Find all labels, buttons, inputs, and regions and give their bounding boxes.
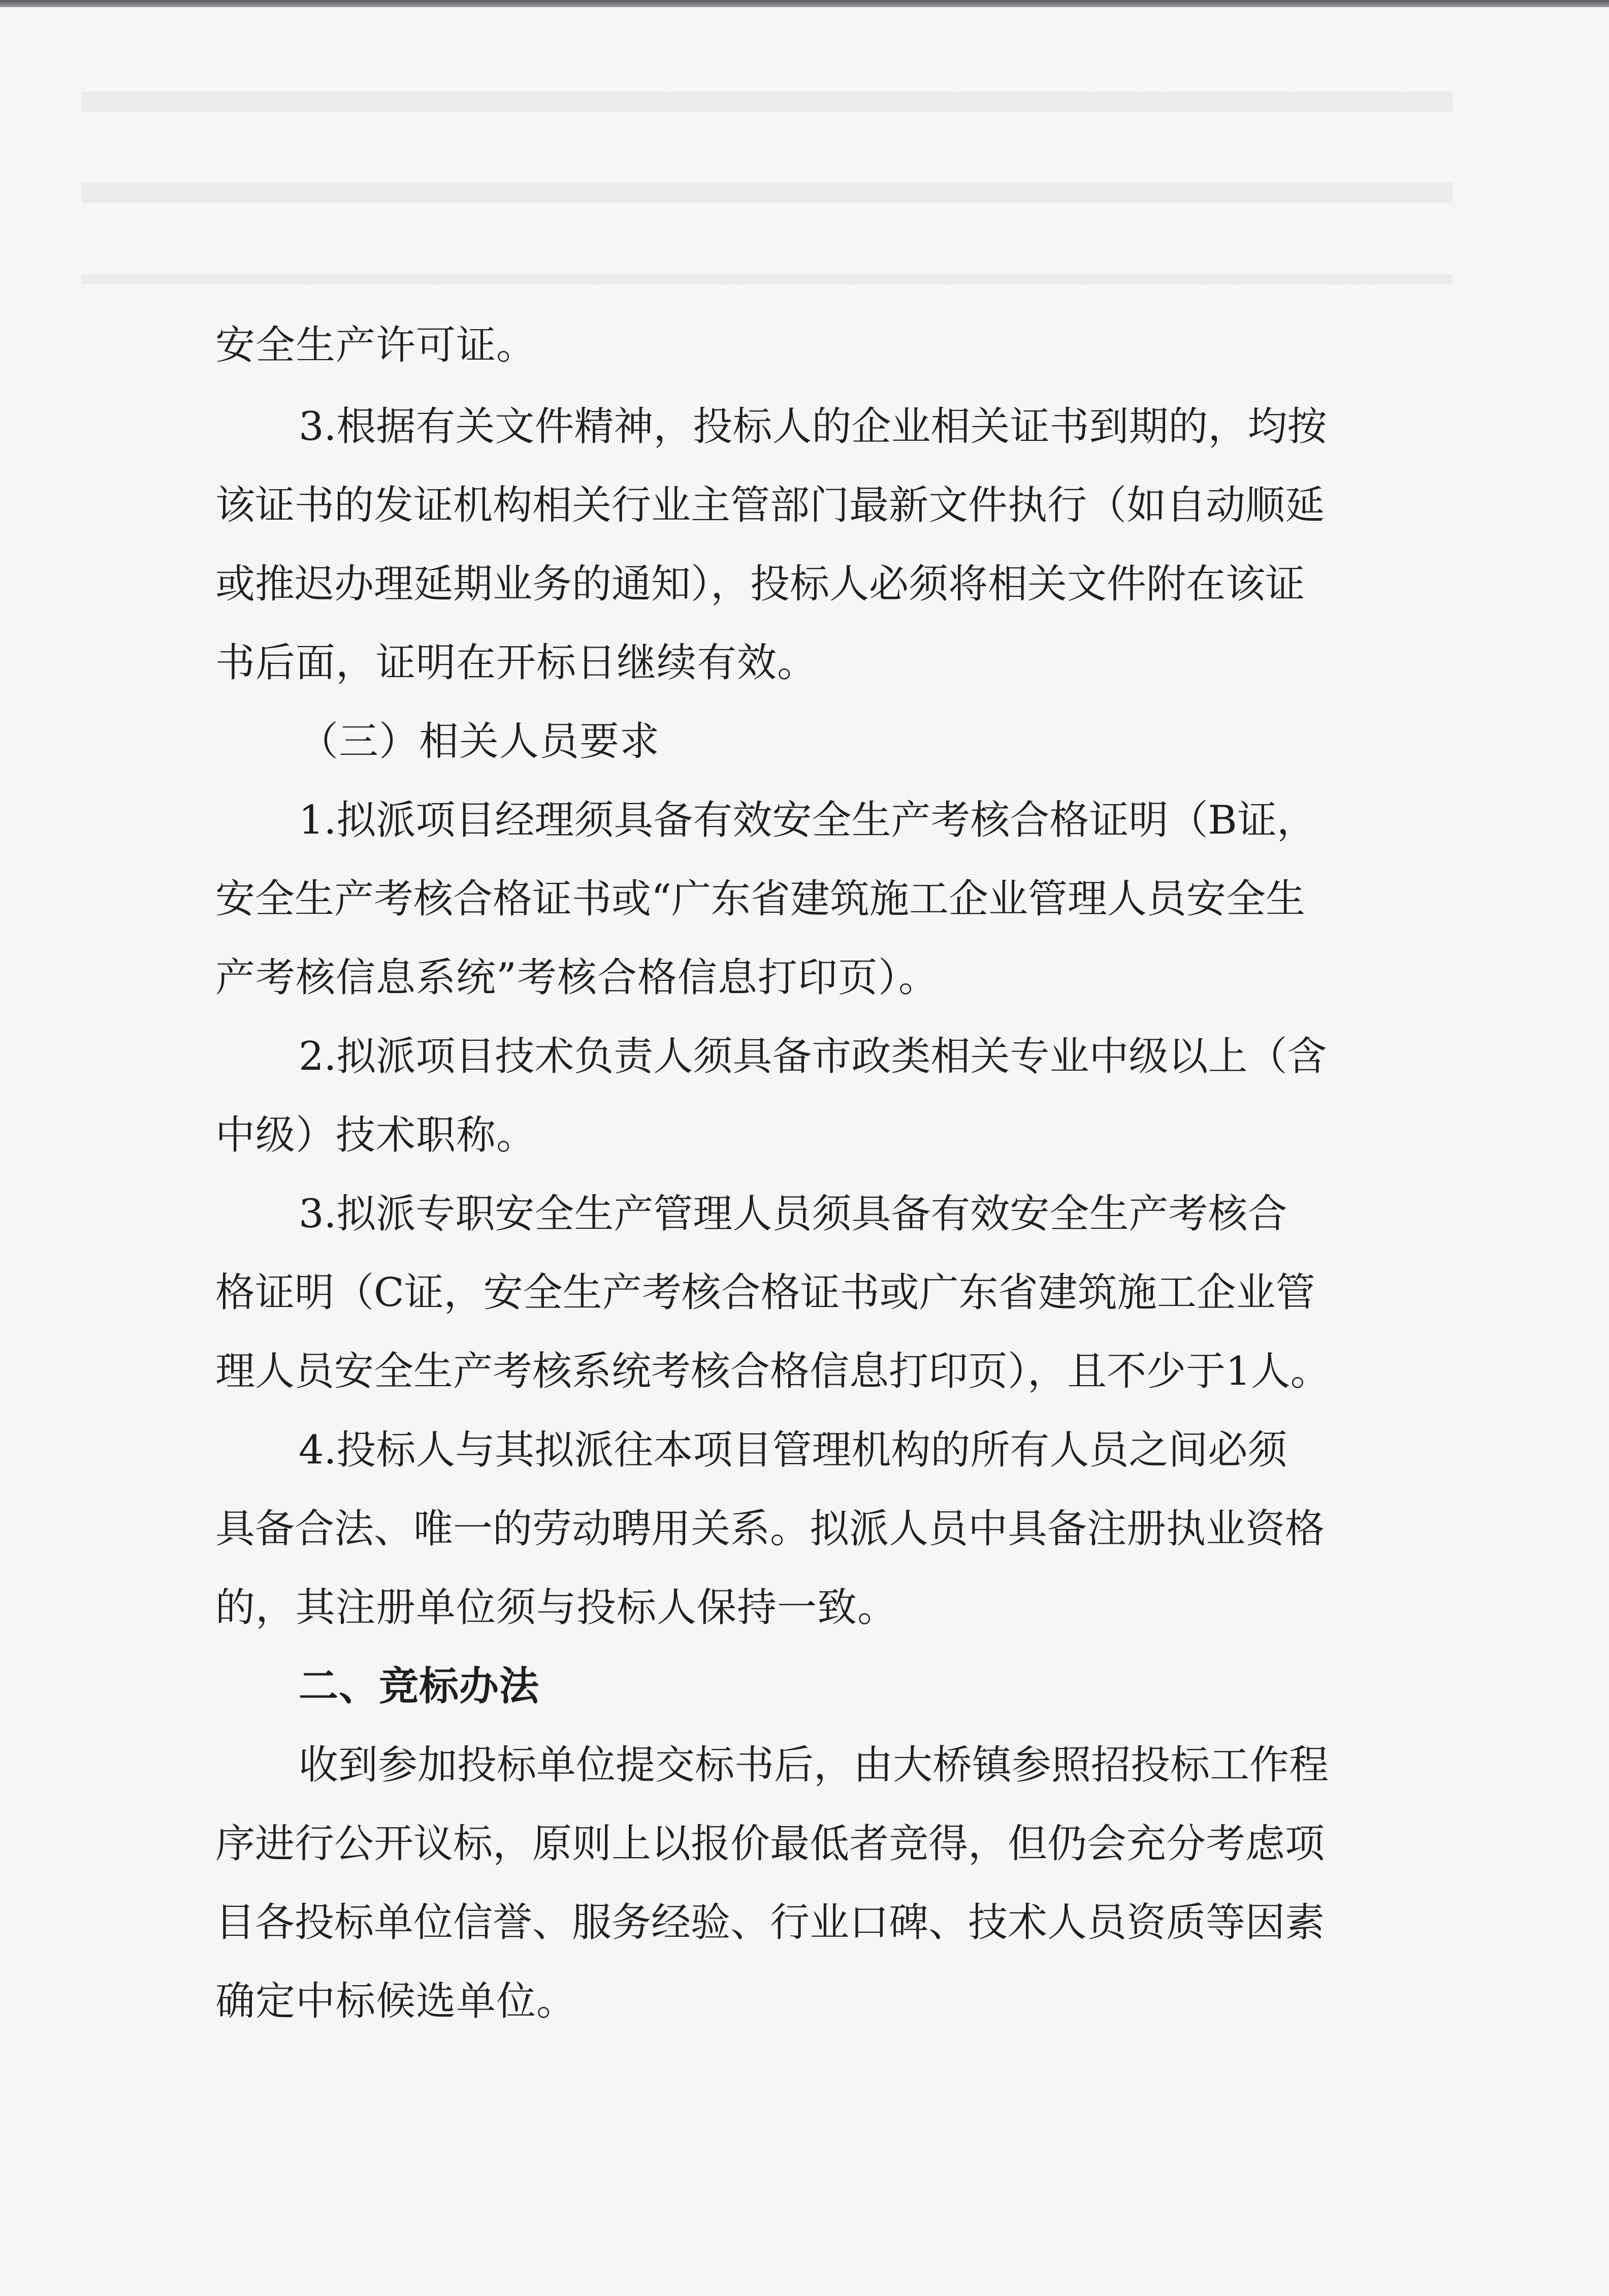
text-line: 4.投标人与其拟派往本项目管理机构的所有人员之间必须	[299, 1427, 1288, 1473]
text-line: 的，其注册单位须与投标人保持一致。	[215, 1585, 898, 1631]
text-line: 格证明（C证，安全生产考核合格证书或广东省建筑施工企业管	[215, 1270, 1315, 1316]
text-line: 3.根据有关文件精神，投标人的企业相关证书到期的，均按	[299, 404, 1327, 450]
text-line: 该证书的发证机构相关行业主管部门最新文件执行（如自动顺延	[215, 483, 1325, 528]
text-line: 产考核信息系统”考核合格信息打印页）。	[215, 955, 939, 1001]
text-line: 目各投标单位信誉、服务经验、行业口碑、技术人员资质等因素	[215, 1900, 1325, 1946]
text-line: 中级）技术职称。	[215, 1112, 537, 1158]
text-line: 收到参加投标单位提交标书后，由大桥镇参照招投标工作程	[299, 1742, 1329, 1788]
text-line: 具备合法、唯一的劳动聘用关系。拟派人员中具备注册执业资格	[215, 1506, 1325, 1552]
section-heading: （三）相关人员要求	[299, 719, 660, 764]
text-line: 2.拟派项目技术负责人须具备市政类相关专业中级以上（含	[299, 1034, 1327, 1079]
text-line: 书后面，证明在开标日继续有效。	[215, 640, 818, 686]
text-line: 安全生产考核合格证书或“广东省建筑施工企业管理人员安全生	[215, 876, 1305, 922]
text-line: 3.拟派专职安全生产管理人员须具备有效安全生产考核合	[299, 1191, 1288, 1237]
text-line: 或推迟办理延期业务的通知），投标人必须将相关文件附在该证	[215, 561, 1305, 607]
text-line: 安全生产许可证。	[215, 323, 537, 368]
section-heading: 二、竞标办法	[299, 1664, 540, 1709]
text-line: 确定中标候选单位。	[215, 1979, 577, 2024]
text-line: 序进行公开议标，原则上以报价最低者竞得，但仍会充分考虑项	[215, 1821, 1325, 1867]
text-line: 1.拟派项目经理须具备有效安全生产考核合格证明（B证，	[299, 798, 1316, 843]
text-line: 理人员安全生产考核系统考核合格信息打印页），且不少于1人。	[215, 1349, 1330, 1394]
